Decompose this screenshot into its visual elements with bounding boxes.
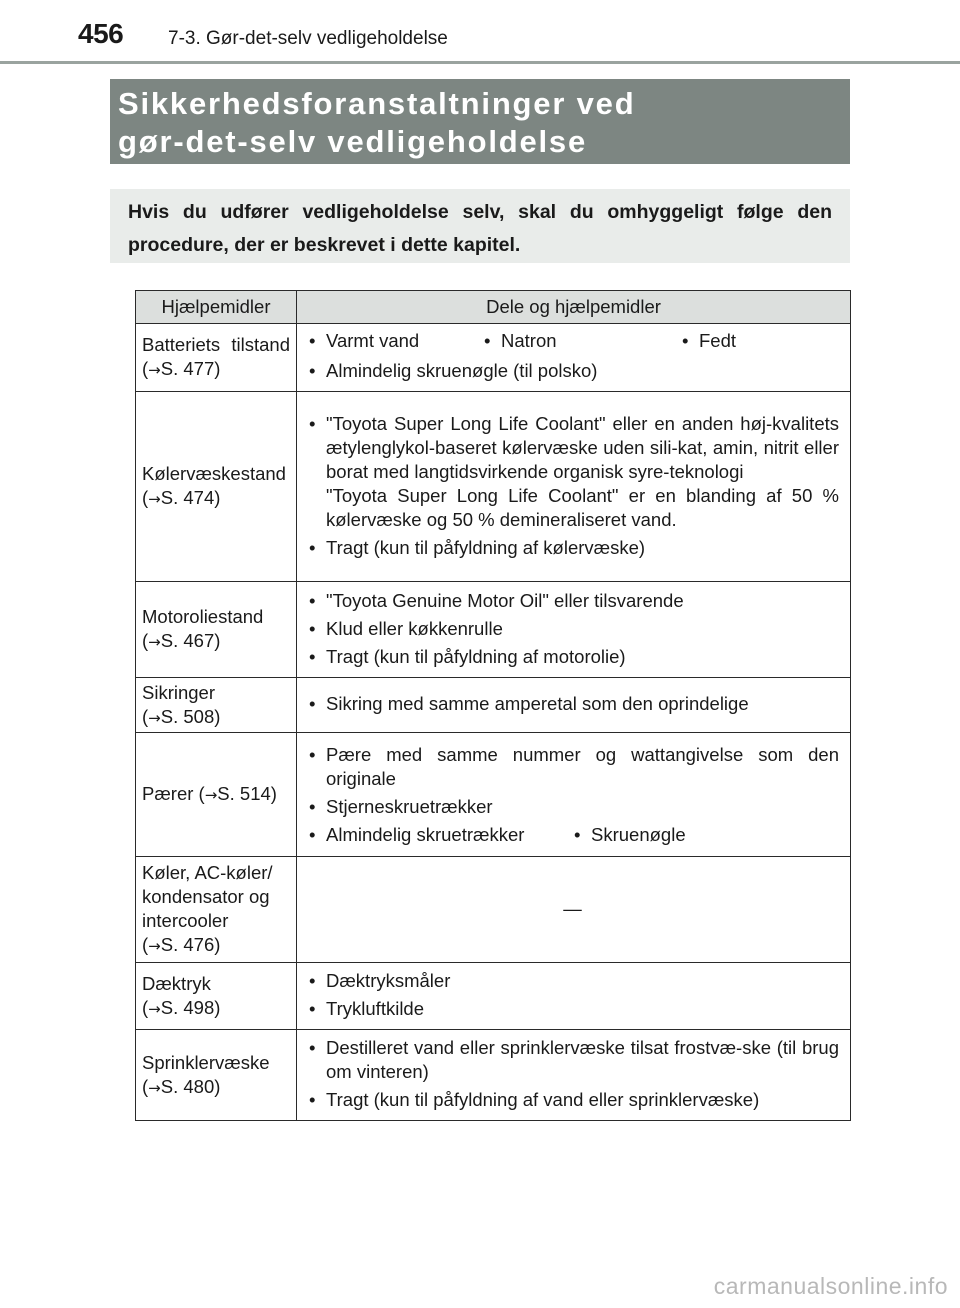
- header-divider: [0, 61, 960, 64]
- bullet-icon: •: [309, 693, 316, 714]
- list-item: [306, 823, 571, 847]
- bullet-icon: •: [309, 330, 316, 351]
- tool-name: Køler, AC-køler/: [142, 862, 273, 883]
- ref-open: (: [142, 487, 149, 508]
- parts-cell: [297, 582, 851, 678]
- list-item: [306, 1036, 839, 1084]
- list-item: [571, 823, 686, 847]
- bullet-icon: •: [309, 589, 316, 611]
- parts-cell: [297, 963, 851, 1030]
- list-item-text: Fedt: [699, 330, 737, 351]
- item-list: [306, 1036, 839, 1112]
- table-row: [136, 857, 851, 963]
- list-item: [306, 997, 839, 1021]
- page-reference: [142, 1075, 290, 1100]
- list-item: [306, 617, 839, 641]
- parts-cell: [297, 324, 851, 392]
- page-reference: [142, 996, 290, 1021]
- list-item-text: Varmt vand: [326, 330, 420, 351]
- page-reference: [142, 933, 290, 958]
- list-item-text: "Toyota Genuine Motor Oil" eller tilsvarende: [326, 589, 684, 611]
- list-item-text: Sikring med samme amperetal som den oprindelige: [326, 693, 749, 714]
- page-number: 456: [78, 18, 124, 49]
- list-item-text: Dæktryksmåler: [326, 970, 451, 991]
- table-header-parts: Dele og hjælpemidler: [297, 291, 851, 324]
- ref-open: (: [142, 358, 149, 379]
- list-item: [306, 1088, 839, 1112]
- tool-cell: [136, 678, 297, 733]
- list-item: [306, 412, 839, 532]
- ref-page: S. 508): [160, 705, 221, 727]
- list-item-text: Skruenøgle: [591, 823, 686, 845]
- arrow-icon: →: [148, 490, 161, 508]
- list-item-text: Tragt (kun til påfyldning af vand eller sprinklervæske): [326, 1089, 760, 1110]
- watermark: carmanualsonline.info: [713, 1273, 948, 1299]
- table-row: [136, 392, 851, 582]
- ref-page: S. 476): [160, 934, 221, 955]
- tool-cell: [136, 582, 297, 678]
- table-row: [136, 1030, 851, 1121]
- list-item: [679, 329, 839, 353]
- page-reference: [142, 486, 290, 511]
- list-item-text: Almindelig skruenøgle (til polsko): [326, 360, 598, 381]
- bullet-icon: •: [309, 617, 316, 639]
- page-reference: [142, 629, 290, 654]
- item-list: [306, 412, 839, 560]
- table-row: [136, 733, 851, 857]
- tool-name: Sikringer: [142, 681, 215, 703]
- ref-page: S. 477): [160, 358, 221, 379]
- arrow-icon: →: [148, 361, 161, 379]
- arrow-icon: →: [148, 633, 161, 651]
- list-item: [306, 645, 839, 669]
- ref-open: (: [142, 630, 149, 651]
- inline-items: [306, 823, 839, 847]
- table-header-row: [136, 291, 851, 324]
- table-row: [136, 324, 851, 392]
- parts-cell: [297, 678, 851, 733]
- tool-cell: [136, 324, 297, 392]
- list-item: [481, 329, 679, 353]
- parts-cell: [297, 1030, 851, 1121]
- bullet-icon: •: [309, 412, 316, 434]
- bullet-icon: •: [574, 823, 581, 845]
- ref-open: (: [142, 1075, 149, 1097]
- section-title-line-2: gør-det-selv vedligeholdelse: [118, 124, 588, 159]
- ref-page: S. 498): [160, 996, 221, 1018]
- list-item-note: "Toyota Super Long Life Coolant" er en blanding af 50 % kølervæske og 50 % demineraliseret vand.: [326, 484, 839, 530]
- chapter-title: 7-3. Gør-det-selv vedligeholdelse: [168, 28, 448, 49]
- tool-cell: [136, 857, 297, 963]
- item-list: [306, 589, 839, 669]
- tool-name: Dæktryk: [142, 972, 211, 994]
- bullet-icon: •: [309, 1037, 316, 1058]
- tool-name-with-reference: [142, 782, 290, 807]
- tool-cell: [136, 392, 297, 582]
- parts-cell: [297, 392, 851, 582]
- tool-name: Motoroliestand: [142, 606, 264, 627]
- list-item-text: Stjerneskruetrækker: [326, 795, 493, 817]
- table-row: [136, 582, 851, 678]
- item-list: [306, 743, 839, 819]
- list-item: [306, 969, 839, 993]
- bullet-icon: •: [309, 536, 316, 558]
- table-row: [136, 678, 851, 733]
- item-list: [306, 692, 839, 716]
- parts-table: [135, 290, 851, 1121]
- bullet-icon: •: [682, 330, 689, 351]
- list-item: [306, 329, 481, 353]
- ref-page: S. 514): [217, 783, 277, 804]
- list-item: [306, 536, 839, 560]
- ref-open: (: [142, 705, 149, 727]
- bullet-icon: •: [309, 823, 316, 845]
- tool-name: kondensator og: [142, 886, 270, 907]
- list-item-text: Pære med samme nummer og wattangivelse som den originale: [326, 743, 839, 789]
- inline-items: [306, 329, 839, 353]
- list-item-text: Trykluftkilde: [326, 998, 425, 1019]
- list-item: [306, 359, 839, 383]
- tool-cell: [136, 963, 297, 1030]
- bullet-icon: •: [309, 360, 316, 381]
- list-item-text: Tragt (kun til påfyldning af kølervæske): [326, 536, 646, 558]
- list-item-text: Tragt (kun til påfyldning af motorolie): [326, 645, 626, 667]
- bullet-icon: •: [309, 1089, 316, 1110]
- table-header-tools: Hjælpemidler: [136, 291, 297, 324]
- arrow-icon: →: [204, 786, 218, 804]
- intro-note: Hvis du udfører vedligeholdelse selv, skal du omhyggeligt følge den procedure, der er beskrevet i dette kapitel.: [110, 189, 850, 263]
- list-item: [306, 589, 839, 613]
- tool-name: Kølervæskestand: [142, 463, 286, 484]
- list-item-text: Almindelig skruetrækker: [326, 823, 525, 845]
- parts-cell: [297, 733, 851, 857]
- arrow-icon: →: [148, 708, 161, 727]
- list-item-text: "Toyota Super Long Life Coolant" eller en anden høj-kvalitets ætylenglykol-baseret kølervæske uden sili-kat, amin, nitrit eller borat med langtidsvirkende organisk syre-teknologi: [326, 412, 839, 482]
- section-title-line-1: Sikkerhedsforanstaltninger ved: [118, 86, 636, 121]
- ref-page: S. 474): [160, 487, 221, 508]
- bullet-icon: •: [309, 970, 316, 991]
- tool-name: Batteriets tilstand: [142, 334, 290, 355]
- list-item-text: Klud eller køkkenrulle: [326, 617, 503, 639]
- list-item: [306, 743, 839, 791]
- item-list: [306, 969, 839, 1021]
- page-reference: [142, 705, 290, 730]
- ref-open: (: [142, 996, 149, 1018]
- arrow-icon: →: [148, 1078, 161, 1097]
- bullet-icon: •: [309, 743, 316, 765]
- tool-name: Pærer (: [142, 783, 205, 804]
- bullet-icon: •: [309, 645, 316, 667]
- arrow-icon: →: [148, 999, 161, 1018]
- list-item-text: Natron: [501, 330, 557, 351]
- table-row: [136, 963, 851, 1030]
- bullet-icon: •: [484, 330, 491, 351]
- list-item-text: Destilleret vand eller sprinklervæske tilsat frostvæ-ske (til brug om vinteren): [326, 1037, 839, 1082]
- arrow-icon: →: [148, 937, 161, 955]
- bullet-icon: •: [309, 795, 316, 817]
- tool-cell: [136, 1030, 297, 1121]
- item-list: [306, 359, 839, 383]
- list-item: [306, 795, 839, 819]
- page-reference: [142, 357, 290, 382]
- ref-open: (: [142, 934, 149, 955]
- section-title: [110, 79, 850, 164]
- ref-page: S. 480): [160, 1075, 221, 1097]
- ref-page: S. 467): [160, 630, 221, 651]
- list-item: [306, 692, 839, 716]
- bullet-icon: •: [309, 998, 316, 1019]
- tool-name: intercooler: [142, 910, 229, 931]
- tool-cell: [136, 733, 297, 857]
- tool-name: Sprinklervæske: [142, 1051, 270, 1073]
- parts-cell-empty: —: [297, 857, 851, 963]
